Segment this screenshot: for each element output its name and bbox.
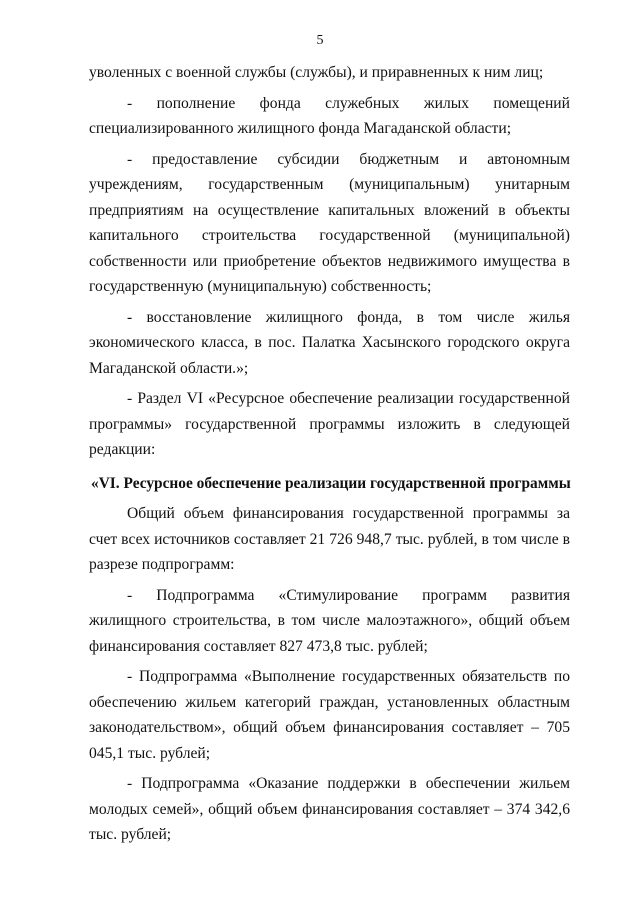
paragraph-restoration: - восстановление жилищного фонда, в том числе жилья экономического класса, в пос. Палатка Хасынского городского округа Магаданской области.»; (89, 308, 570, 377)
paragraph-subprogram-1: - Подпрограмма «Стимулирование программ развития жилищного строительства, в том числе малоэтажного», общий объем финансирования составляет 827 473,8 тыс. рублей; (89, 586, 570, 655)
paragraph-section-change: - Раздел VI «Ресурсное обеспечение реализации государственной программы» государственной программы изложить в следующей редакции: (89, 390, 570, 458)
paragraph-subprogram-2: - Подпрограмма «Выполнение государственных обязательств по обеспечению жильем категорий граждан, установленных областным законодательством», общий объем финансирования составляет – 705 045,1 тыс. рублей; (89, 668, 570, 762)
section-heading: «VI. Ресурсное обеспечение реализации государственной программы (91, 474, 571, 492)
paragraph-housing-fund: - пополнение фонда служебных жилых помещений специализированного жилищного фонда Магаданской области; (89, 94, 570, 137)
paragraph-subsidies: - предоставление субсидии бюджетным и автономным учреждениям, государственным (муниципальным) унитарным предприятиям на осуществление капитальных вложений в объекты капитального строительства государственной (муниципальной) собственности или приобретение объектов недвижимого имущества в государственную (муниципальную) собственность; (89, 150, 570, 295)
paragraph-subprogram-3: - Подпрограмма «Оказание поддержки в обеспечении жильем молодых семей», общий объем финансирования составляет – 374 342,6 тыс. рублей; (89, 775, 570, 843)
paragraph-continuation: уволенных с военной службы (службы), и приравненных к ним лиц; (89, 64, 544, 81)
page-number: 5 (316, 33, 324, 48)
paragraph-total-funding: Общий объем финансирования государственной программы за счет всех источников составляет 21 726 948,7 тыс. рублей, в том числе в разрезе подпрограмм: (89, 505, 570, 573)
document-body (89, 60, 570, 848)
